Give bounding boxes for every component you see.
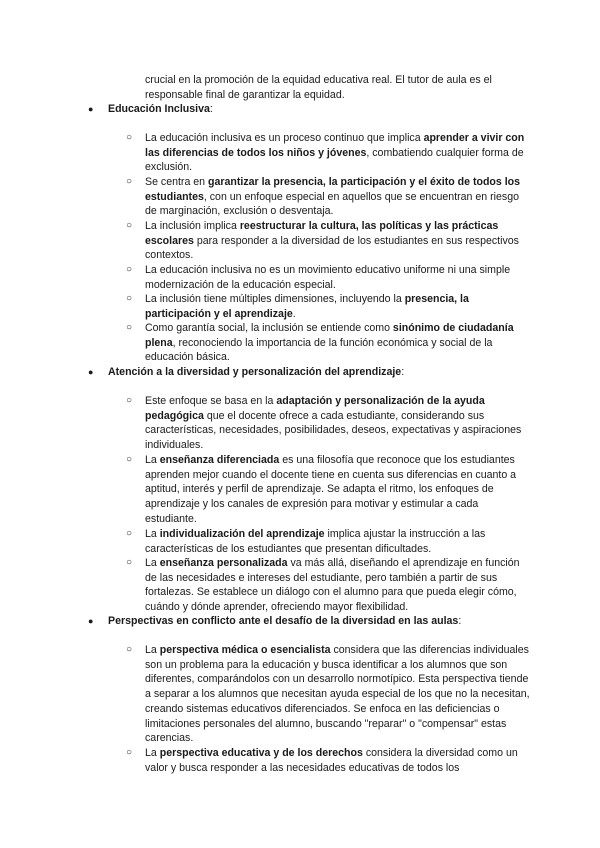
bullet-icon: ● [88, 104, 94, 114]
list-item: ○ La inclusión implica reestructurar la cultura, las políticas y las prácticas escolares para responder a la diversidad de los estudiantes en sus respectivos contextos. [126, 220, 519, 262]
hollow-bullet-icon: ○ [126, 322, 133, 333]
section-heading-atencion-diversidad: ● Atención a la diversidad y personalización del aprendizaje: [88, 366, 405, 378]
hollow-bullet-icon: ○ [126, 293, 133, 304]
list-item: ○ La perspectiva educativa y de los derechos considera la diversidad como un valor y busca responder a las necesidades educativas de todos los [126, 747, 518, 774]
list-item: ○ La educación inclusiva es un proceso continuo que implica aprender a vivir con las diferencias de todos los niños y jóvenes, combatiendo cualquier forma de exclusión. [126, 132, 525, 174]
list-item: ○ Se centra en garantizar la presencia, la participación y el éxito de todos los estudiantes, con un enfoque especial en aquellos que se encuentran en riesgo de marginación, exclusión o desventaja. [126, 176, 521, 218]
list-item: ○ La enseñanza diferenciada es una filosofía que reconoce que los estudiantes aprenden mejor cuando el docente tiene en cuenta sus diferencias en cuanto a aptitud, interés y perfil de aprendizaje. Se adapta el ritmo, los enfoques de aprendizaje y los canales de expresión para motivar y estimular a cada estudiante. [126, 454, 517, 525]
hollow-bullet-icon: ○ [126, 644, 133, 655]
hollow-bullet-icon: ○ [126, 176, 133, 187]
hollow-bullet-icon: ○ [126, 557, 133, 568]
list-item: ○ Este enfoque se basa en la adaptación y personalización de la ayuda pedagógica que el docente ofrece a cada estudiante, considerando sus características, necesidades, posibilidades, deseos, expectativas y aspiraciones individuales. [126, 395, 522, 452]
hollow-bullet-icon: ○ [126, 264, 133, 275]
list-item: ○ La inclusión tiene múltiples dimensiones, incluyendo la presencia, la participación y el aprendizaje. [126, 293, 469, 320]
list-item: ○ La educación inclusiva no es un movimiento educativo uniforme ni una simple modernización de la educación especial. [126, 264, 511, 291]
continuation-paragraph: crucial en la promoción de la equidad educativa real. El tutor de aula es el responsable final de garantizar la equidad. [145, 74, 492, 101]
list-item: ○ La perspectiva médica o esencialista considera que las diferencias individuales son un problema para la educación y busca identificar a los alumnos que son diferentes, comparándolos con un desarrollo normotípico. Esta perspectiva tiende a separar a los alumnos que necesitan ayuda especial de los que no la necesitan, creando sistemas educativos diferenciados. Se enfoca en las deficiencias o limitaciones personales del alumno, buscando "reparar" o "compensar" estas carencias. [126, 644, 530, 745]
hollow-bullet-icon: ○ [126, 132, 133, 143]
bullet-icon: ● [88, 616, 94, 626]
section-heading-perspectivas-conflicto: ● Perspectivas en conflicto ante el desafío de la diversidad en las aulas: [88, 615, 462, 627]
bullet-icon: ● [88, 367, 94, 377]
hollow-bullet-icon: ○ [126, 395, 133, 406]
section-heading-educacion-inclusiva: ● Educación Inclusiva: [88, 103, 213, 115]
hollow-bullet-icon: ○ [126, 454, 133, 465]
hollow-bullet-icon: ○ [126, 747, 133, 758]
list-item: ○ La individualización del aprendizaje implica ajustar la instrucción a las características de los estudiantes que presentan dificultades. [126, 528, 486, 555]
hollow-bullet-icon: ○ [126, 528, 133, 539]
list-item: ○ La enseñanza personalizada va más allá, diseñando el aprendizaje en función de las necesidades e intereses del estudiante, pero también a partir de sus fortalezas. Se establece un diálogo con el alumno para que pueda elegir cómo, cuándo y dónde aprender, ofreciendo mayor flexibilidad. [126, 557, 520, 614]
hollow-bullet-icon: ○ [126, 220, 133, 231]
list-item: ○ Como garantía social, la inclusión se entiende como sinónimo de ciudadanía plena, reconociendo la importancia de la función económica y social de la educación básica. [126, 322, 514, 364]
